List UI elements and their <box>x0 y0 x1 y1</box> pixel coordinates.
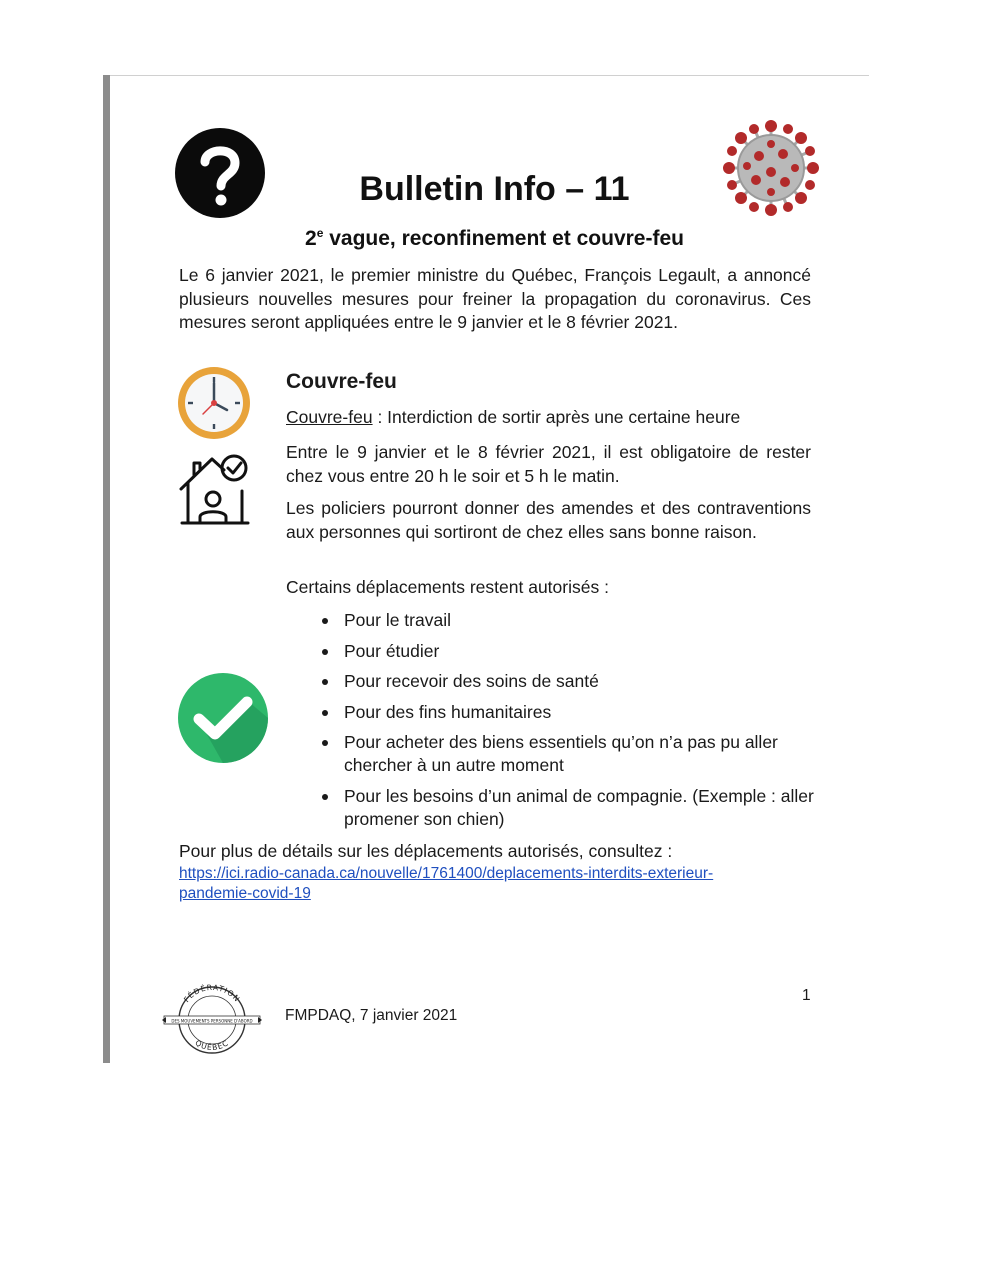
bullet-dot <box>322 679 328 685</box>
list-item: Pour acheter des biens essentiels qu’on n’a pas pu aller chercher à un autre moment <box>320 731 815 777</box>
left-margin-bar <box>103 75 110 1063</box>
bullet-dot <box>322 794 328 800</box>
federation-seal-logo <box>160 982 264 1054</box>
green-checkmark-icon <box>177 672 269 764</box>
section-heading-couvre-feu: Couvre-feu <box>286 370 397 393</box>
bullet-dot <box>322 618 328 624</box>
police-paragraph: Les policiers pourront donner des amendes et des contraventions aux personnes qui sortiront de chez elles sans bonne raison. <box>286 498 811 542</box>
bulletin-title: Bulletin Info – 11 <box>359 170 630 208</box>
bulletin-subtitle: 2e vague, reconfinement et couvre-feu <box>305 226 684 250</box>
allowed-list <box>320 609 815 838</box>
definition-term: Couvre-feu <box>286 407 373 427</box>
intro-paragraph: Le 6 janvier 2021, le premier ministre du Québec, François Legault, a annoncé plusieurs nouvelles mesures pour freiner la propagation du coronavirus. Ces mesures seront appliquées entre le 9 janvier et le 8 février 2021. <box>179 265 811 332</box>
svg-text:DES MOUVEMENTS PERSONNE D'ABOR: DES MOUVEMENTS PERSONNE D'ABORD <box>171 1018 253 1024</box>
list-item: Pour le travail <box>320 609 815 632</box>
list-item: Pour étudier <box>320 640 815 663</box>
svg-text:QUÉBEC: QUÉBEC <box>193 1038 231 1053</box>
svg-text:FÉDÉRATION: FÉDÉRATION <box>181 982 242 1004</box>
allowed-intro: Certains déplacements restent autorisés : <box>286 577 609 597</box>
list-item: Pour les besoins d’un animal de compagnie. (Exemple : aller promener son chien) <box>320 785 815 831</box>
curfew-paragraph: Entre le 9 janvier et le 8 février 2021, il est obligatoire de rester chez vous entre 20 h le soir et 5 h le matin. <box>286 442 811 486</box>
page-top-edge <box>110 75 869 76</box>
details-paragraph: Pour plus de détails sur les déplacements autorisés, consultez : <box>179 841 673 861</box>
list-item: Pour recevoir des soins de santé <box>320 670 815 693</box>
clock-icon <box>177 366 251 440</box>
bullet-dot <box>322 740 328 746</box>
house-person-check-icon <box>176 453 254 527</box>
list-item: Pour des fins humanitaires <box>320 701 815 724</box>
page-number: 1 <box>802 987 811 1004</box>
definition-line <box>286 407 816 428</box>
bullet-dot <box>322 710 328 716</box>
footer-date: FMPDAQ, 7 janvier 2021 <box>285 1007 458 1024</box>
details-link[interactable]: https://ici.radio-canada.ca/nouvelle/1761400/deplacements-interdits-exterieur-pandemie-covid-19 <box>179 865 714 902</box>
bullet-dot <box>322 649 328 655</box>
definition-text: : Interdiction de sortir après une certaine heure <box>372 407 741 427</box>
